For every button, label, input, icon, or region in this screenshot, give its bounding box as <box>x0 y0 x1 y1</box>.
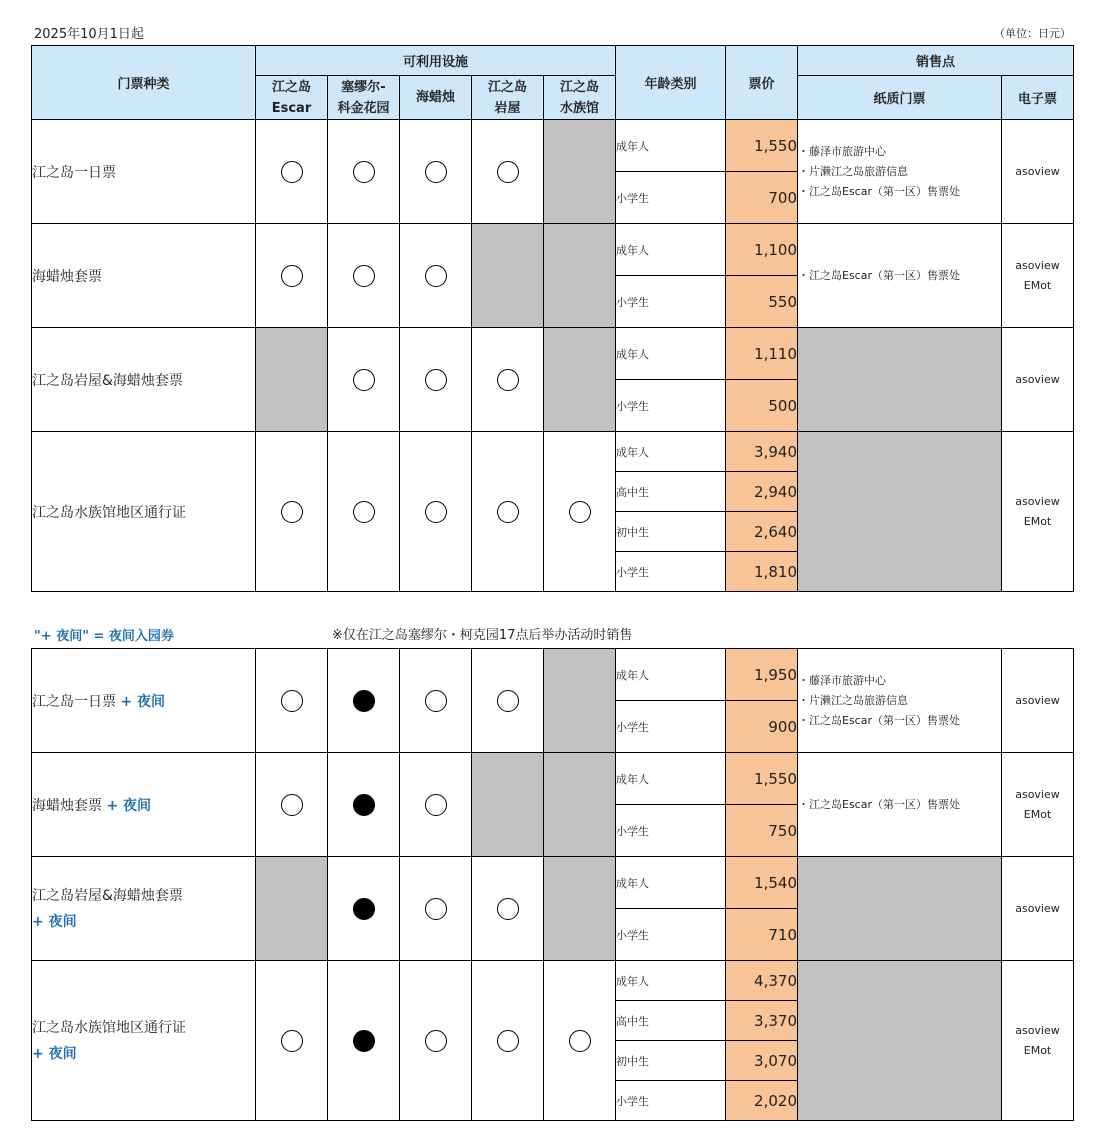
available-circle-icon <box>281 690 303 712</box>
unavailable-cell <box>472 753 544 857</box>
facility-cell <box>472 649 544 753</box>
facility-cell <box>256 753 328 857</box>
facility-cell <box>256 120 328 224</box>
facility-cell <box>256 224 328 328</box>
age-label: 小学生 <box>616 909 726 961</box>
available-circle-icon <box>281 501 303 523</box>
unavailable-cell <box>544 857 616 961</box>
facility-cell <box>544 432 616 592</box>
eticket-cell: asoview <box>1002 857 1074 961</box>
age-label: 初中生 <box>616 512 726 552</box>
available-circle-icon <box>425 794 447 816</box>
facility-cell <box>472 328 544 432</box>
available-circle-icon <box>497 369 519 391</box>
price: 900 <box>726 701 798 753</box>
available-circle-icon <box>425 265 447 287</box>
facility-cell <box>256 961 328 1121</box>
available-circle-icon <box>497 161 519 183</box>
age-label: 成年人 <box>616 432 726 472</box>
facility-cell <box>400 753 472 857</box>
night-tag: + 夜间 <box>120 693 166 710</box>
table-row <box>32 328 1074 380</box>
available-circle-icon <box>497 898 519 920</box>
facility-cell <box>400 120 472 224</box>
available-circle-icon <box>569 1030 591 1052</box>
available-circle-icon <box>281 794 303 816</box>
price: 1,100 <box>726 224 798 276</box>
age-label: 小学生 <box>616 701 726 753</box>
available-circle-icon <box>353 265 375 287</box>
table-row <box>32 649 1074 701</box>
no-paper-cell <box>798 328 1002 432</box>
header-fac-aquarium: 江之岛 水族馆 <box>544 76 616 120</box>
header-fac-candle: 海蜡烛 <box>400 76 472 120</box>
table-row <box>32 857 1074 909</box>
facility-cell <box>472 432 544 592</box>
ticket-name: 江之岛岩屋&海蜡烛套票 + 夜间 <box>32 857 256 961</box>
facility-cell <box>328 224 400 328</box>
table-row <box>32 753 1074 805</box>
facility-cell <box>400 961 472 1121</box>
available-circle-icon <box>281 1030 303 1052</box>
ticket-name: 江之岛岩屋&海蜡烛套票 <box>32 328 256 432</box>
available-circle-icon <box>353 161 375 183</box>
available-circle-icon <box>569 501 591 523</box>
price: 1,550 <box>726 753 798 805</box>
unavailable-cell <box>256 328 328 432</box>
available-circle-icon <box>497 690 519 712</box>
facility-cell <box>328 961 400 1121</box>
age-label: 高中生 <box>616 472 726 512</box>
unit-note: （单位：日元） <box>994 27 1071 40</box>
available-circle-icon <box>425 898 447 920</box>
available-circle-icon <box>425 161 447 183</box>
unavailable-cell <box>544 328 616 432</box>
eticket-cell: asoview EMot <box>1002 753 1074 857</box>
age-label: 成年人 <box>616 753 726 805</box>
night-available-dot-icon <box>353 1030 375 1052</box>
facility-cell <box>544 961 616 1121</box>
age-label: 小学生 <box>616 552 726 592</box>
unavailable-cell <box>256 857 328 961</box>
available-circle-icon <box>425 501 447 523</box>
night-available-dot-icon <box>353 690 375 712</box>
header-paper: 纸质门票 <box>798 76 1002 120</box>
age-label: 小学生 <box>616 380 726 432</box>
table-row <box>32 224 1074 276</box>
price: 550 <box>726 276 798 328</box>
facility-cell <box>256 649 328 753</box>
price: 4,370 <box>726 961 798 1001</box>
ticket-name: 江之岛一日票 <box>32 120 256 224</box>
ticket-name: 海蜡烛套票 <box>32 224 256 328</box>
header-facilities: 可利用设施 <box>256 46 616 76</box>
sales-points: ・江之岛Escar（第一区）售票处 <box>798 753 1002 857</box>
price: 1,550 <box>726 120 798 172</box>
header-eticket: 电子票 <box>1002 76 1074 120</box>
table-row <box>32 120 1074 172</box>
ticket-name: 江之岛水族馆地区通行证 <box>32 432 256 592</box>
facility-cell <box>328 649 400 753</box>
effective-date: 2025年10月1日起 <box>34 27 144 42</box>
facility-cell <box>400 224 472 328</box>
table-row <box>32 961 1074 1001</box>
sales-points: ・藤泽市旅游中心 ・片濑江之岛旅游信息 ・江之岛Escar（第一区）售票处 <box>798 120 1002 224</box>
age-label: 成年人 <box>616 224 726 276</box>
table-row <box>32 432 1074 472</box>
unavailable-cell <box>544 120 616 224</box>
eticket-cell: asoview EMot <box>1002 432 1074 592</box>
facility-cell <box>400 432 472 592</box>
price: 2,020 <box>726 1081 798 1121</box>
available-circle-icon <box>425 369 447 391</box>
unavailable-cell <box>472 224 544 328</box>
night-available-dot-icon <box>353 898 375 920</box>
day-ticket-table <box>31 45 1074 592</box>
eticket-cell: asoview <box>1002 120 1074 224</box>
facility-cell <box>328 857 400 961</box>
header-price: 票价 <box>726 46 798 120</box>
sales-points: ・江之岛Escar（第一区）售票处 <box>798 224 1002 328</box>
header-sales: 销售点 <box>798 46 1074 76</box>
header-fac-escar: 江之岛 Escar <box>256 76 328 120</box>
ticket-name: 海蜡烛套票 + 夜间 <box>32 753 256 857</box>
facility-cell <box>328 753 400 857</box>
age-label: 成年人 <box>616 649 726 701</box>
night-tag: + 夜间 <box>32 913 77 930</box>
price: 3,370 <box>726 1001 798 1041</box>
price: 750 <box>726 805 798 857</box>
unavailable-cell <box>544 753 616 857</box>
eticket-cell: asoview <box>1002 328 1074 432</box>
no-paper-cell <box>798 961 1002 1121</box>
available-circle-icon <box>497 1030 519 1052</box>
price: 3,070 <box>726 1041 798 1081</box>
price: 1,540 <box>726 857 798 909</box>
facility-cell <box>400 328 472 432</box>
available-circle-icon <box>353 369 375 391</box>
age-label: 小学生 <box>616 276 726 328</box>
price: 3,940 <box>726 432 798 472</box>
age-label: 初中生 <box>616 1041 726 1081</box>
header-age: 年龄类别 <box>616 46 726 120</box>
no-paper-cell <box>798 432 1002 592</box>
facility-cell <box>400 857 472 961</box>
unavailable-cell <box>544 649 616 753</box>
price: 1,810 <box>726 552 798 592</box>
age-label: 小学生 <box>616 1081 726 1121</box>
facility-cell <box>472 961 544 1121</box>
price: 500 <box>726 380 798 432</box>
night-tag: + 夜间 <box>32 1045 77 1062</box>
night-ticket-table <box>31 648 1074 1121</box>
facility-cell <box>400 649 472 753</box>
header-fac-cave: 江之岛 岩屋 <box>472 76 544 120</box>
price: 1,110 <box>726 328 798 380</box>
age-label: 成年人 <box>616 857 726 909</box>
night-tag: + 夜间 <box>106 797 152 814</box>
facility-cell <box>328 328 400 432</box>
age-label: 成年人 <box>616 120 726 172</box>
header-fac-garden: 塞缪尔- 科金花园 <box>328 76 400 120</box>
eticket-cell: asoview EMot <box>1002 224 1074 328</box>
unavailable-cell <box>544 224 616 328</box>
night-note: ※仅在江之岛塞缪尔・柯克园17点后举办活动时销售 <box>332 628 633 643</box>
age-label: 成年人 <box>616 961 726 1001</box>
eticket-cell: asoview <box>1002 649 1074 753</box>
ticket-name: 江之岛一日票 + 夜间 <box>32 649 256 753</box>
available-circle-icon <box>281 265 303 287</box>
facility-cell <box>472 120 544 224</box>
facility-cell <box>472 857 544 961</box>
age-label: 高中生 <box>616 1001 726 1041</box>
eticket-cell: asoview EMot <box>1002 961 1074 1121</box>
available-circle-icon <box>425 690 447 712</box>
facility-cell <box>328 120 400 224</box>
age-label: 小学生 <box>616 805 726 857</box>
sales-points: ・藤泽市旅游中心 ・片濑江之岛旅游信息 ・江之岛Escar（第一区）售票处 <box>798 649 1002 753</box>
price: 1,950 <box>726 649 798 701</box>
facility-cell <box>256 432 328 592</box>
night-legend: "+ 夜间" = 夜间入园券 <box>34 629 174 644</box>
night-available-dot-icon <box>353 794 375 816</box>
price: 700 <box>726 172 798 224</box>
age-label: 小学生 <box>616 172 726 224</box>
header-ticket-type: 门票种类 <box>32 46 256 120</box>
available-circle-icon <box>497 501 519 523</box>
available-circle-icon <box>425 1030 447 1052</box>
available-circle-icon <box>281 161 303 183</box>
available-circle-icon <box>353 501 375 523</box>
no-paper-cell <box>798 857 1002 961</box>
ticket-name: 江之岛水族馆地区通行证 + 夜间 <box>32 961 256 1121</box>
price: 710 <box>726 909 798 961</box>
price: 2,940 <box>726 472 798 512</box>
facility-cell <box>328 432 400 592</box>
price: 2,640 <box>726 512 798 552</box>
age-label: 成年人 <box>616 328 726 380</box>
